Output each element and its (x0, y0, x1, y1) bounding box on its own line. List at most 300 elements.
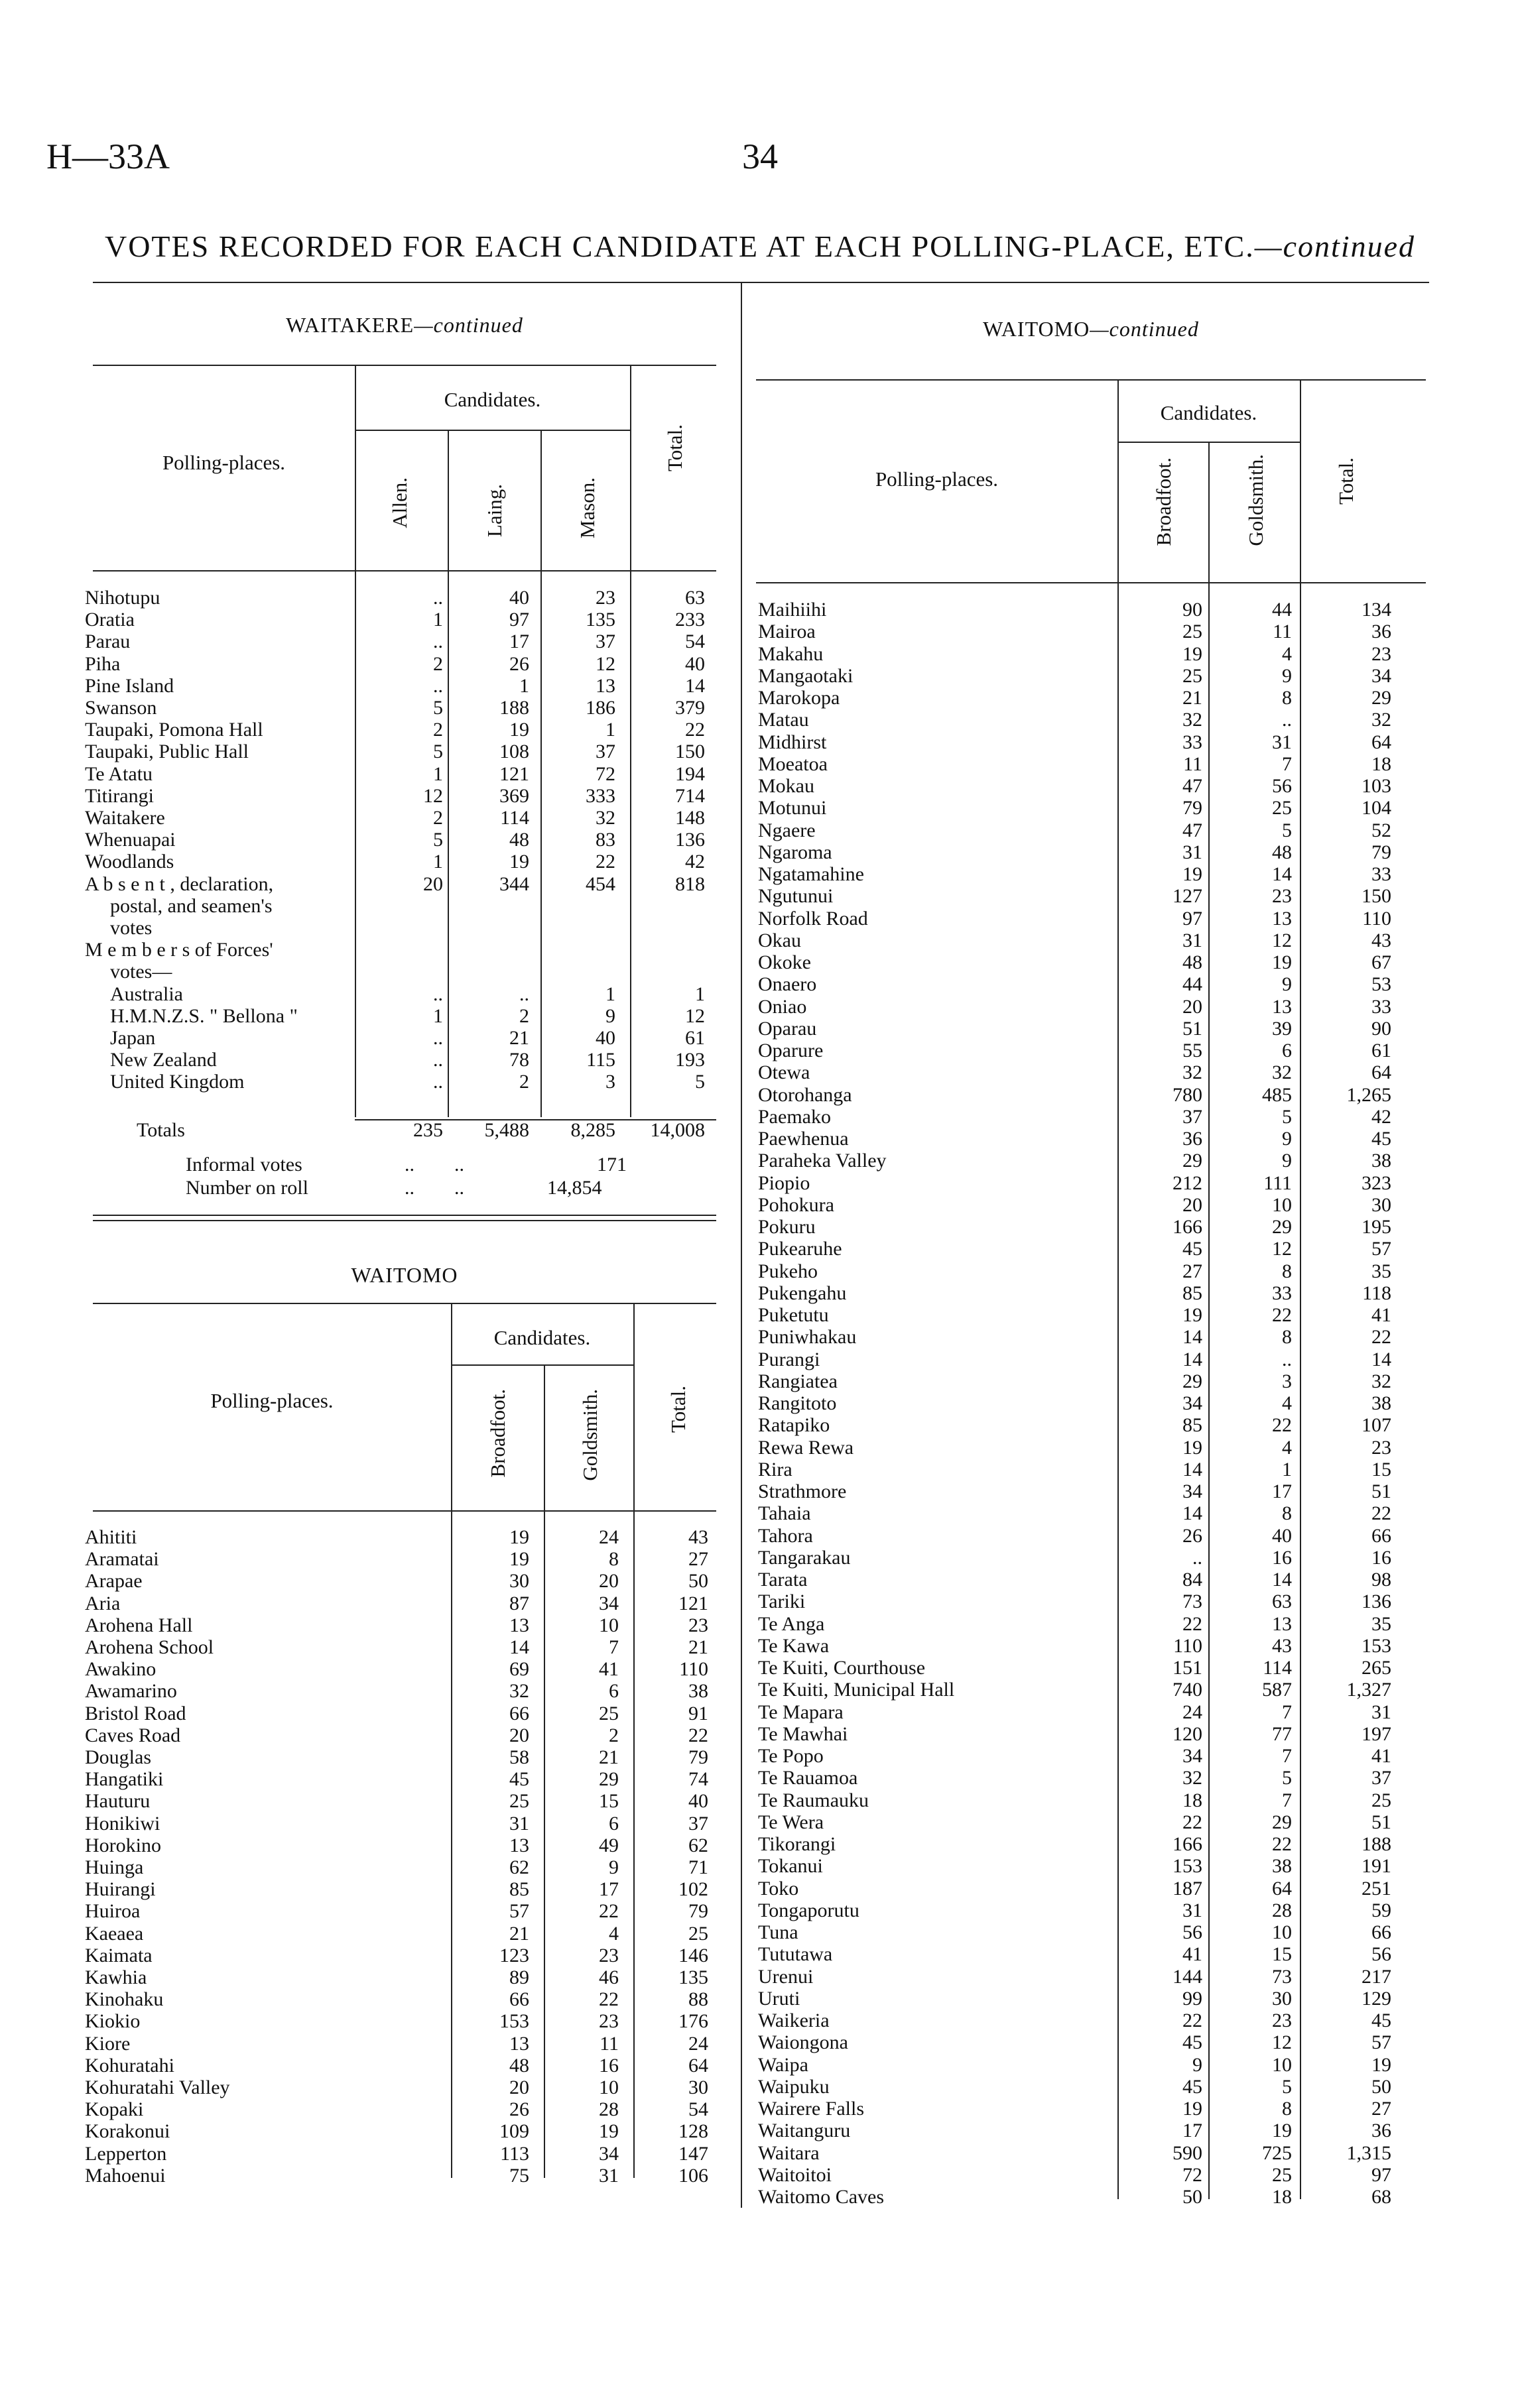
goldsmith-votes: 23 (599, 1944, 619, 1966)
broadfoot-votes: 34 (1182, 1745, 1202, 1767)
table-row (85, 939, 708, 961)
polling-place-name: Kohuratahi (85, 2054, 174, 2077)
table-row (85, 1680, 708, 1702)
polling-place-name: Titirangi (85, 784, 154, 807)
polling-place-name: Ngatamahine (758, 863, 864, 885)
goldsmith-votes: 8 (1282, 1502, 1292, 1525)
goldsmith-votes: 15 (1272, 1943, 1292, 1966)
polling-place-name: Waitakere (85, 807, 165, 829)
mason-votes: 135 (586, 609, 615, 631)
totals-row (85, 1119, 708, 1141)
polling-place-name: Motunui (758, 797, 827, 819)
goldsmith-votes: 22 (599, 1900, 619, 1923)
table-row (85, 719, 708, 741)
polling-place-name: Kiokio (85, 2010, 141, 2033)
goldsmith-votes: 12 (1272, 929, 1292, 951)
broadfoot-votes: 48 (1182, 951, 1202, 973)
polling-place-name: Huirangi (85, 1878, 156, 1901)
total-votes: 61 (1371, 1040, 1391, 1061)
goldsmith-votes: 6 (609, 1812, 619, 1835)
polling-place-name: M e m b e r s of Forces' (85, 939, 273, 961)
document-id: H—33A (46, 137, 170, 176)
table-row (85, 2143, 708, 2165)
polling-place-name: Midhirst (758, 731, 827, 753)
polling-place-name: Norfolk Road (758, 907, 868, 930)
broadfoot-votes: 69 (509, 1658, 529, 1681)
table-row (758, 2010, 1428, 2031)
total-votes: 217 (1362, 1965, 1391, 1988)
broadfoot-votes: 27 (1182, 1260, 1202, 1282)
broadfoot-votes: 41 (1182, 1943, 1202, 1966)
table-row (85, 1614, 708, 1636)
polling-place-name: A b s e n t , declaration, (85, 873, 274, 895)
mason-votes: 1 (605, 983, 615, 1005)
broadfoot-votes: 25 (1182, 621, 1202, 643)
goldsmith-votes: 12 (1272, 2031, 1292, 2054)
broadfoot-votes: 17 (1182, 2120, 1202, 2142)
mason-votes: 37 (596, 631, 615, 653)
broadfoot-votes: 19 (1182, 1304, 1202, 1326)
total-votes: 32 (1371, 1370, 1391, 1392)
polling-place-name: Swanson (85, 697, 157, 719)
waitakere-polling-header: Polling-places. (162, 451, 286, 474)
total-votes: 265 (1362, 1657, 1391, 1679)
broadfoot-votes: 85 (1182, 1282, 1202, 1304)
table-row (758, 599, 1428, 621)
broadfoot-votes: 32 (509, 1680, 529, 1703)
allen-votes: 2 (433, 652, 443, 675)
broadfoot-votes: 151 (1172, 1657, 1202, 1679)
table-row (85, 1768, 708, 1790)
table-row (85, 983, 708, 1005)
total-votes: 37 (1371, 1767, 1391, 1789)
broadfoot-votes: 25 (1182, 664, 1202, 687)
polling-place-name: Ahititi (85, 1526, 137, 1548)
goldsmith-votes: 40 (1272, 1524, 1292, 1547)
allen-votes: 1 (433, 851, 443, 873)
table-row (758, 2031, 1428, 2053)
goldsmith-votes: 28 (599, 2098, 619, 2121)
goldsmith-votes: 7 (609, 1636, 619, 1658)
broadfoot-votes: 20 (509, 1724, 529, 1746)
total-votes: 50 (688, 1570, 708, 1593)
broadfoot-votes: 14 (1182, 1348, 1202, 1370)
waitomo-cont-header-top-rule (756, 379, 1426, 381)
table-row (758, 1018, 1428, 1040)
total-votes: 57 (1371, 1238, 1391, 1260)
polling-place-name: Pokuru (758, 1216, 816, 1238)
goldsmith-votes: 25 (1272, 797, 1292, 819)
polling-place-name: Rangiatea (758, 1370, 838, 1392)
total-votes: 14 (685, 674, 705, 697)
table-row (758, 1061, 1428, 1083)
polling-place-name: Aria (85, 1592, 121, 1614)
goldsmith-votes: 8 (609, 1548, 619, 1571)
total-votes: 23 (1371, 642, 1391, 665)
polling-place-name: Oratia (85, 609, 135, 631)
polling-place-name: Parau (85, 631, 131, 653)
goldsmith-votes: 48 (1272, 841, 1292, 863)
total-votes: 68 (1371, 2186, 1391, 2208)
goldsmith-votes: 14 (1272, 1569, 1292, 1591)
table-row (85, 961, 708, 983)
broadfoot-votes: 22 (1182, 2010, 1202, 2031)
broadfoot-votes: 14 (1182, 1326, 1202, 1349)
table-row (85, 675, 708, 697)
table-row (85, 763, 708, 785)
table-row (758, 2186, 1428, 2208)
broadfoot-votes: 20 (1182, 995, 1202, 1018)
polling-place-name: Waitara (758, 2141, 820, 2164)
polling-place-name: Oparau (758, 1017, 817, 1040)
goldsmith-votes: 16 (599, 2054, 619, 2077)
table-row (85, 1746, 708, 1768)
polling-place-name: Pukengahu (758, 1282, 847, 1304)
table-row (85, 1923, 708, 1945)
polling-place-name: Aramatai (85, 1548, 159, 1571)
goldsmith-votes: 64 (1272, 1877, 1292, 1899)
polling-place-name: Pine Island (85, 674, 174, 697)
goldsmith-votes: 21 (599, 1746, 619, 1768)
total-votes: 25 (688, 1922, 708, 1945)
total-votes: 714 (675, 784, 705, 807)
table-row (758, 1855, 1428, 1877)
polling-place-name: Ngaroma (758, 841, 832, 863)
polling-place-name: United Kingdom (110, 1071, 245, 1093)
polling-place-name: Huiroa (85, 1900, 141, 1923)
total-votes: 128 (678, 2120, 708, 2143)
table-row (85, 807, 708, 829)
polling-place-name: Ngaere (758, 819, 816, 841)
total-votes: 818 (675, 873, 705, 895)
total-votes: 41 (1371, 1304, 1391, 1326)
total-votes: 67 (1371, 951, 1391, 973)
total-votes: 38 (1371, 1392, 1391, 1414)
goldsmith-votes: 23 (599, 2010, 619, 2033)
mason-votes: 32 (596, 807, 615, 829)
polling-place-name: Kaimata (85, 1944, 153, 1966)
broadfoot-votes: 45 (1182, 2031, 1202, 2054)
goldsmith-votes: 38 (1272, 1855, 1292, 1878)
total-votes: 12 (685, 1004, 705, 1027)
total-votes: 90 (1371, 1017, 1391, 1040)
goldsmith-votes: 25 (599, 1702, 619, 1724)
table-row (85, 653, 708, 675)
broadfoot-votes: 19 (1182, 863, 1202, 885)
total-votes: 54 (688, 2098, 708, 2121)
allen-votes: .. (433, 1071, 443, 1093)
broadfoot-votes: 19 (1182, 1436, 1202, 1459)
table-row (85, 1593, 708, 1614)
table-row (85, 1071, 708, 1093)
allen-votes: .. (433, 631, 443, 653)
goldsmith-votes: 16 (1272, 1546, 1292, 1569)
polling-place-name: Te Rauamoa (758, 1767, 858, 1789)
goldsmith-votes: 485 (1262, 1083, 1292, 1106)
polling-place-name: Kiore (85, 2032, 131, 2055)
total-votes: 193 (675, 1049, 705, 1071)
goldsmith-votes: .. (1282, 1348, 1292, 1370)
total-votes: 22 (1371, 1502, 1391, 1525)
table-row (758, 1767, 1428, 1789)
allen-votes: .. (433, 983, 443, 1005)
broadfoot-votes: 85 (509, 1878, 529, 1901)
allen-votes: 5 (433, 741, 443, 763)
polling-place-name: Puniwhakau (758, 1326, 857, 1349)
mason-votes: 9 (605, 1004, 615, 1027)
polling-place-name: Whenuapai (85, 829, 176, 851)
table-row (758, 951, 1428, 973)
table-row (85, 2165, 708, 2187)
goldsmith-votes: 22 (1272, 1304, 1292, 1326)
laing-votes: 344 (499, 873, 529, 895)
laing-votes: 188 (499, 697, 529, 719)
table-row (758, 1966, 1428, 1988)
broadfoot-votes: 75 (509, 2164, 529, 2187)
total-votes: 110 (679, 1658, 708, 1681)
table-row (758, 908, 1428, 930)
laing-votes: 121 (499, 762, 529, 785)
polling-place-name: Taupaki, Public Hall (85, 741, 249, 763)
goldsmith-votes: 10 (1272, 1921, 1292, 1943)
title-rule (93, 282, 1429, 283)
broadfoot-votes: 62 (509, 1856, 529, 1878)
broadfoot-votes: 26 (1182, 1524, 1202, 1547)
total-votes: 1 (695, 983, 705, 1005)
table-row (85, 1703, 708, 1724)
table-row (758, 2120, 1428, 2141)
table-row (758, 1723, 1428, 1745)
table-row (758, 1260, 1428, 1282)
polling-place-name: Paraheka Valley (758, 1150, 887, 1172)
broadfoot-votes: 127 (1172, 885, 1202, 908)
broadfoot-votes: 32 (1182, 1767, 1202, 1789)
broadfoot-votes: 48 (509, 2054, 529, 2077)
table-row (758, 1459, 1428, 1480)
goldsmith-votes: 19 (1272, 951, 1292, 973)
polling-place-name: Te Anga (758, 1612, 825, 1635)
broadfoot-votes: 90 (1182, 599, 1202, 621)
polling-place-name: Te Popo (758, 1745, 824, 1767)
table-row (758, 1878, 1428, 1899)
goldsmith-votes: 19 (1272, 2120, 1292, 2142)
total-votes: 54 (685, 631, 705, 653)
goldsmith-votes: 10 (599, 1614, 619, 1636)
roll-value: 14,854 (547, 1177, 602, 1199)
waitomo-polling-header: Polling-places. (210, 1389, 334, 1412)
broadfoot-votes: 30 (509, 1570, 529, 1593)
polling-place-name: Urenui (758, 1965, 814, 1988)
goldsmith-votes: 15 (599, 1790, 619, 1813)
goldsmith-votes: 4 (1282, 642, 1292, 665)
goldsmith-votes: 8 (1282, 1326, 1292, 1349)
broadfoot-votes: 19 (509, 1526, 529, 1548)
total-votes: 176 (678, 2010, 708, 2033)
polling-place-name: votes— (110, 961, 172, 983)
polling-place-name: votes (110, 917, 153, 939)
polling-place-name: Okau (758, 929, 801, 951)
goldsmith-votes: 5 (1282, 2075, 1292, 2098)
waitakere-col-laing: Laing. (483, 484, 506, 538)
total-votes: 134 (1362, 599, 1391, 621)
goldsmith-votes: 46 (599, 1966, 619, 1988)
total-votes: 40 (688, 1790, 708, 1813)
polling-place-name: Te Mawhai (758, 1722, 848, 1745)
table-row (758, 1392, 1428, 1414)
total-votes: 153 (1362, 1634, 1391, 1657)
allen-votes: 5 (433, 829, 443, 851)
broadfoot-votes: 31 (509, 1812, 529, 1835)
allen-votes: 5 (433, 697, 443, 719)
goldsmith-votes: 34 (599, 1592, 619, 1614)
mason-votes: 37 (596, 741, 615, 763)
broadfoot-votes: 73 (1182, 1591, 1202, 1613)
table-row (758, 1899, 1428, 1921)
broadfoot-votes: 99 (1182, 1987, 1202, 2010)
polling-place-name: Ngutunui (758, 885, 834, 908)
broadfoot-votes: 87 (509, 1592, 529, 1614)
total-votes: 21 (688, 1636, 708, 1658)
polling-place-name: Paemako (758, 1105, 831, 1128)
goldsmith-votes: 9 (1282, 1128, 1292, 1150)
table-row (758, 797, 1428, 819)
broadfoot-votes: 25 (509, 1790, 529, 1813)
polling-place-name: Korakonui (85, 2120, 170, 2143)
broadfoot-votes: 36 (1182, 1128, 1202, 1150)
polling-place-name: Tahaia (758, 1502, 811, 1525)
broadfoot-votes: 47 (1182, 819, 1202, 841)
table-row (85, 1658, 708, 1680)
broadfoot-votes: 44 (1182, 973, 1202, 996)
table-row (85, 829, 708, 851)
table-row (758, 930, 1428, 951)
polling-place-name: Caves Road (85, 1724, 181, 1746)
table-row (758, 1943, 1428, 1965)
polling-place-name: postal, and seamen's (110, 894, 273, 917)
table-row (758, 863, 1428, 885)
goldsmith-votes: 11 (1273, 621, 1292, 643)
allen-votes: .. (433, 1049, 443, 1071)
broadfoot-votes: 57 (509, 1900, 529, 1923)
polling-place-name: Tututawa (758, 1943, 833, 1966)
waitakere-col-total: Total. (663, 424, 686, 472)
goldsmith-votes: 33 (1272, 1282, 1292, 1304)
mason-votes: 186 (586, 697, 615, 719)
total-votes: 33 (1371, 863, 1391, 885)
broadfoot-votes: 45 (1182, 2075, 1202, 2098)
total-votes: 42 (1371, 1105, 1391, 1128)
table-row (758, 885, 1428, 907)
broadfoot-votes: 31 (1182, 841, 1202, 863)
waitakere-candidates-header: Candidates. (444, 388, 541, 411)
waitomo-cont-col-total: Total. (1334, 457, 1358, 505)
polling-place-name: Bristol Road (85, 1702, 186, 1724)
polling-place-name: Mairoa (758, 621, 816, 643)
polling-place-name: Kohuratahi Valley (85, 2077, 230, 2098)
total-votes: 135 (678, 1966, 708, 1988)
mason-votes: 83 (596, 829, 615, 851)
broadfoot-votes: 9 (1192, 2053, 1202, 2076)
table-row (85, 2010, 708, 2032)
mason-votes: 23 (596, 587, 615, 609)
total-votes: 79 (688, 1746, 708, 1768)
total-votes: 251 (1362, 1877, 1391, 1899)
broadfoot-votes: 66 (509, 1702, 529, 1724)
laing-votes: 19 (509, 719, 529, 741)
broadfoot-votes: 187 (1172, 1877, 1202, 1899)
polling-place-name: Arohena School (85, 1636, 214, 1658)
table-row (758, 1789, 1428, 1811)
goldsmith-votes: 34 (599, 2142, 619, 2165)
polling-place-name: Maihiihi (758, 599, 827, 621)
waitakere-heading: WAITAKERE—continued (286, 313, 523, 337)
table-row (85, 851, 708, 873)
waitakere-header-bottom-rule (93, 570, 716, 572)
goldsmith-votes: 1 (1282, 1458, 1292, 1480)
polling-place-name: Mangaotaki (758, 664, 854, 687)
total-votes: 74 (688, 1768, 708, 1791)
table-row (85, 917, 708, 939)
polling-place-name: Waikeria (758, 2010, 830, 2031)
goldsmith-votes: 22 (599, 1988, 619, 2011)
broadfoot-votes: 153 (1172, 1855, 1202, 1878)
total-votes: 63 (685, 587, 705, 609)
polling-place-name: Tuna (758, 1921, 798, 1943)
table-row (85, 1988, 708, 2010)
broadfoot-votes: 34 (1182, 1392, 1202, 1414)
waitakere-col-mason: Mason. (576, 477, 599, 539)
broadfoot-votes: 19 (509, 1548, 529, 1571)
table-row (758, 1370, 1428, 1392)
broadfoot-votes: 66 (509, 1988, 529, 2011)
polling-place-name: Kopaki (85, 2098, 144, 2121)
broadfoot-votes: 56 (1182, 1921, 1202, 1943)
broadfoot-votes: 29 (1182, 1150, 1202, 1172)
polling-place-name: Otewa (758, 1061, 810, 1084)
polling-place-name: Waipa (758, 2053, 808, 2076)
polling-place-name: Rangitoto (758, 1392, 837, 1414)
waitomo-candidates-rule (451, 1364, 633, 1366)
goldsmith-votes: 5 (1282, 1105, 1292, 1128)
broadfoot-votes: 29 (1182, 1370, 1202, 1392)
total-votes: 14 (1371, 1348, 1391, 1370)
goldsmith-votes: 2 (609, 1724, 619, 1746)
total-votes: 118 (1362, 1282, 1391, 1304)
total-votes: 15 (1371, 1458, 1391, 1480)
allen-votes: 12 (423, 784, 443, 807)
polling-place-name: Honikiwi (85, 1812, 160, 1835)
table-row (758, 1437, 1428, 1459)
polling-place-name: Douglas (85, 1746, 151, 1768)
total-votes: 22 (685, 719, 705, 741)
polling-place-name: Tikorangi (758, 1833, 836, 1855)
total-votes: 150 (675, 741, 705, 763)
goldsmith-votes: 43 (1272, 1634, 1292, 1657)
goldsmith-votes: 23 (1272, 885, 1292, 908)
table-row (758, 841, 1428, 863)
polling-place-name: New Zealand (110, 1049, 217, 1071)
polling-place-name: Hauturu (85, 1790, 151, 1813)
broadfoot-votes: 590 (1172, 2141, 1202, 2164)
goldsmith-votes: 44 (1272, 599, 1292, 621)
mason-votes: 40 (596, 1027, 615, 1049)
table-row (758, 775, 1428, 797)
waitomo-cont-candidates-header: Candidates. (1160, 401, 1257, 424)
broadfoot-votes: 72 (1182, 2163, 1202, 2186)
goldsmith-votes: 12 (1272, 1238, 1292, 1260)
polling-place-name: Te Atatu (85, 762, 153, 785)
total-votes: 121 (678, 1592, 708, 1614)
